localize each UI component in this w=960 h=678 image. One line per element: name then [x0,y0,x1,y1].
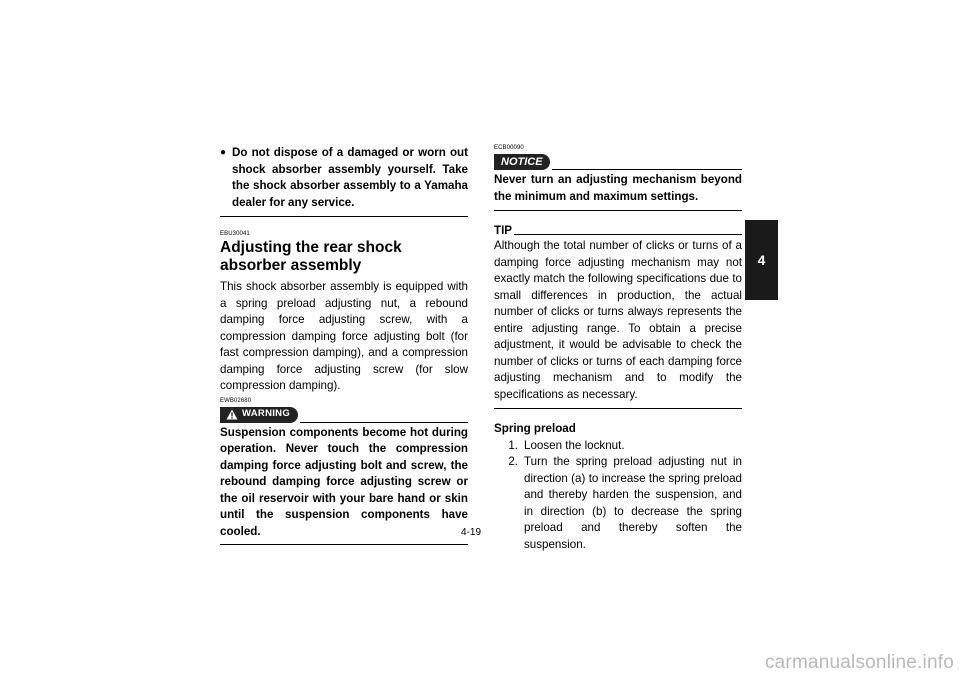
disposal-caution [220,145,468,211]
page-number: 4-19 [461,527,482,538]
warning-end-rule [220,544,468,545]
right-column [494,145,742,553]
warning-badge [220,407,298,423]
tip-end-rule [494,408,742,409]
caution-end-rule [220,216,468,217]
notice-text: Never turn an adjusting mechanism beyond the minimum and maximum settings. [494,173,742,203]
notice-header [494,154,742,170]
spring-preload-heading: Spring preload [494,422,576,435]
warning-triangle-icon [226,409,238,420]
chapter-tab [745,220,778,300]
warning-header-rule [300,422,468,423]
tip-label: TIP [494,224,513,237]
section-heading: Adjusting the rear shock absorber assembly [220,239,402,274]
warning-label: WARNING [242,408,291,420]
left-column [220,145,468,545]
step-number: 1. [508,438,518,452]
step-text: Loosen the locknut. [524,438,625,452]
list-item [494,454,742,553]
watermark: carmanualsonline.info [764,652,954,673]
tip-header-rule [514,234,742,235]
notice-code: ECB00090 [494,145,524,151]
disposal-caution-text: Do not dispose of a damaged or worn out shock absorber assembly yourself. Take the shock absorber assembly to a Yamaha dealer for any service. [232,146,468,209]
notice-badge: NOTICE [494,154,550,170]
chapter-tab-number: 4 [757,252,766,268]
warning-header [220,407,468,423]
list-item [494,438,742,455]
bullet-icon: ● [220,147,227,158]
preload-steps [494,438,742,554]
notice-end-rule [494,210,742,211]
section-code: EBU30041 [220,231,250,237]
section-body: This shock absorber assembly is equipped with a spring preload adjusting nut, a rebound damping force adjusting screw, with a compression damping force adjusting bolt (for fast compression damping), and a compression damping force adjusting screw (for slow compression damping). [220,280,468,392]
step-text: Turn the spring preload adjusting nut in direction (a) to increase the spring preload and thereby harden the suspension, and in direction (b) to decrease the spring preload and thereby soften the suspension. [524,455,742,551]
warning-code: EWB02680 [220,397,252,404]
tip-header [494,224,742,238]
tip-text: Although the total number of clicks or turns of a damping force adjusting mechanism may not exactly match the following specifications due to small differences in production, the actual number of clicks or turns always represents the entire adjusting range. To obtain a precise adjustment, it would be advisable to check the number of clicks or turns of each damping force adjusting mechanism and to modify the specifications as necessary. [494,239,742,401]
notice-header-rule [552,169,742,170]
step-number: 2. [508,455,518,468]
warning-text: Suspension components become hot during operation. Never touch the compression damping force adjusting bolt and screw, the rebound damping force adjusting screw or the oil reservoir with your bare hand or skin until the suspension components have cooled. [220,425,468,538]
